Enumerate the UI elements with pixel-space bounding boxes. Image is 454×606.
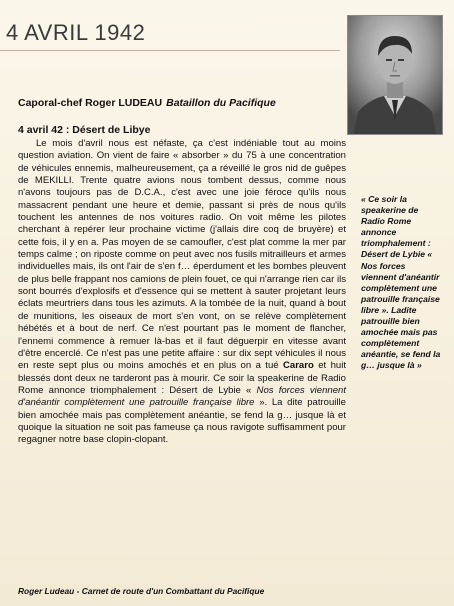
author-rank-name: Caporal-chef Roger LUDEAU — [18, 97, 163, 109]
entry-text-part-2: et huit blessés dont deux ne tarderont pas à mourir. Ce soir la speakerine de Radio Rome annonce triomphalement : Désert de Lybie « — [18, 360, 346, 396]
portrait-illustration — [348, 16, 442, 134]
entry-text-part-3: ». La dite patrouille bien amochée mais pas complètement anéantie, se fend la g… jusque là et quoique la situation ne soit pas fameuse ça nous ravigote suffisamment pour regagner notre base clopin-clopant. — [18, 397, 346, 446]
author-unit: Bataillon du Pacifique — [166, 97, 276, 109]
side-pull-quote: « Ce soir la speakerine de Radio Rome annonce triomphalement : Désert de Lybie « Nos forces viennent d'anéantir complètement une patrouille française libre ». Ladite patrouille bien amochée mais pas complètement anéantie, se fend la g… jusque là » — [361, 194, 441, 371]
title-divider — [0, 50, 340, 51]
author-heading — [18, 97, 276, 109]
entry-date-place: 4 avril 42 : Désert de Libye — [18, 124, 151, 136]
soldier-portrait-photo — [347, 15, 443, 135]
source-citation: Roger Ludeau - Carnet de route d'un Combattant du Pacifique — [18, 586, 265, 596]
diary-entry-text — [18, 138, 346, 447]
fallen-soldier-name: Cararo — [283, 360, 314, 372]
page-title: 4 AVRIL 1942 — [6, 20, 146, 45]
diary-paragraph — [18, 138, 346, 447]
entry-text-part-1: Le mois d'avril nous est néfaste, ça c'est indéniable tout au moins question aviation. On vient de faire « absorber » du 75 à une concentration de véhicules ennemis, malheureusement, ça a réveillé le gros nid de guêpes de MEKILLI. Trente quatre avions nous tombent dessus, comme nous n'avons toujours pas de D.C.A., c'est avec une joie féroce qu'ils nous massacrent pendant une heure et demie, passant si près de nous qu'ils touchent les antennes de nos voitures radio. On voit même les pilotes cherchant à repérer leur prochaine victime (j'allais dire coq de bruyère) et cette fois, il y en a. Pas moyen de se camoufler, c'est plat comme la mer par temps calme ; on riposte comme on peut avec nos fusils mitrailleurs et armes individuelles mais, ils ont l'air de s'en f… éperdument et les bombes pleuvent de plus belle frappant nos camions de plein fouet, ce qui n'arrange rien car ils sont bourrés d'explosifs et d'essence qui se mettent à sauter projetant leurs éclats meurtriers dans tous les azimuts. A la tombée de la nuit, quand à bout de munitions, les oiseaux de mort s'en vont, on se relève complètement hébétés et à bout de nerf. Ce n'est pourtant pas le moment de flancher, l'ennemi commence à remuer là-bas et il faut déguerpir en vitesse avant d'être encerclé. Ce n'est pas une petite affaire : sur dix sept véhicules il nous en reste sept plus ou moins amochés et en plus on a tué — [18, 138, 346, 372]
radio-quote: Nos forces viennent d'anéantir complètement une patrouille française libre — [18, 384, 346, 409]
